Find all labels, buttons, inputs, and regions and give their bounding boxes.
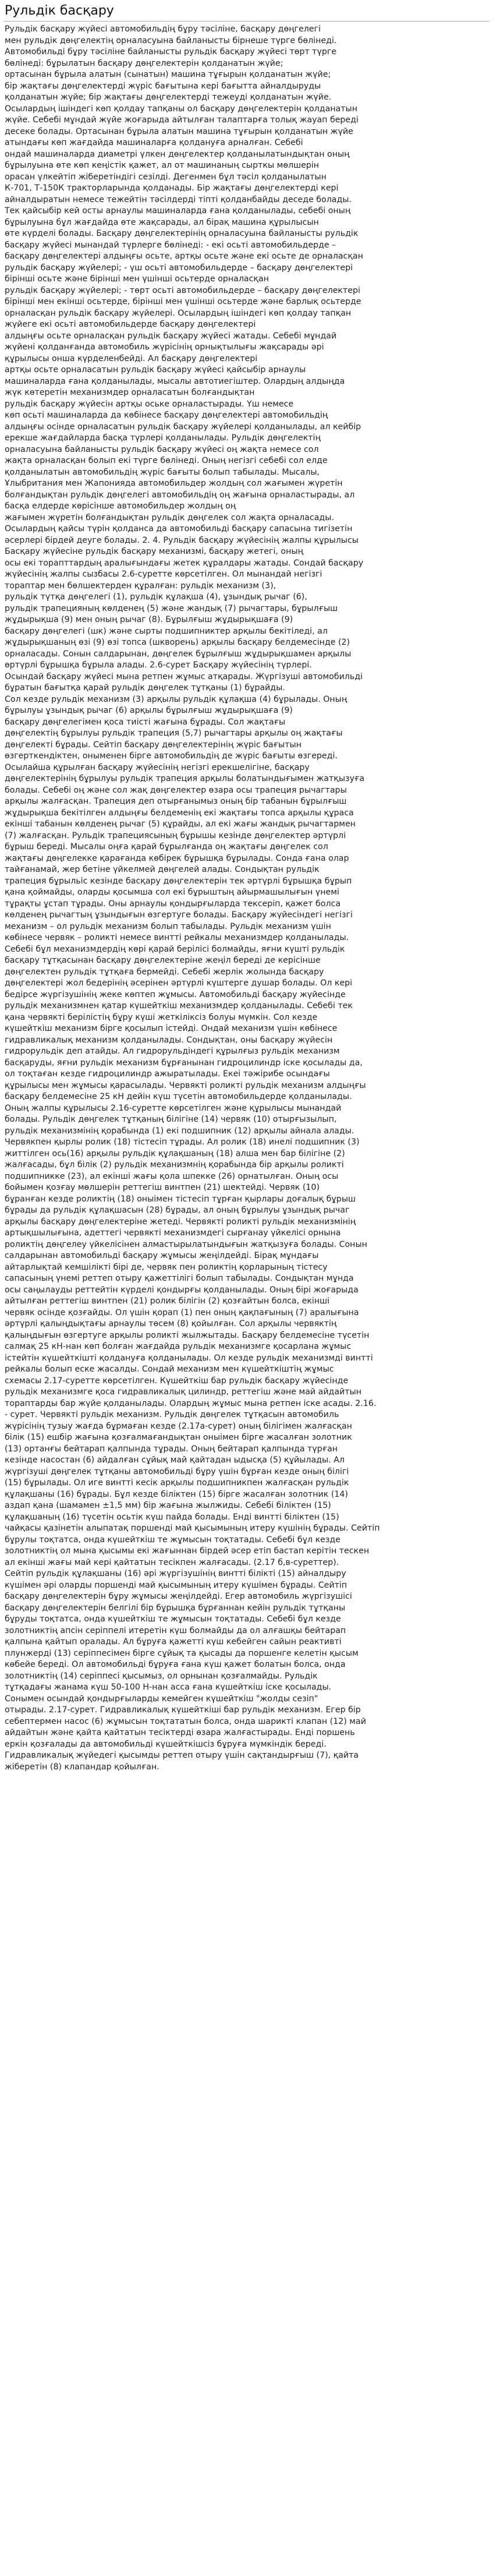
text-line: орналасуына байланысты рульдік басқару жүйесі оң жақта немесе сол	[5, 444, 319, 454]
text-line: орналасады. Сонын салдарынан, дөңгелек бұрылғыш жұдырықшамен арқылы	[5, 649, 352, 659]
text-line: ерекше жағдайларда басқа түрлері қолданылады. Рульдік дөңгелектің	[5, 433, 321, 443]
text-line: көп осьті машиналарда да көбінесе басқару дөңгелектері автомобильдің	[5, 411, 328, 420]
text-line: жүйені қолданғанда автомобиль жүрісінің орнықтылығы жақсарады әрі	[5, 342, 324, 352]
text-line: басқару тұтқасынан басқару дөңгелектеріне жеңіл береді де керісінше	[5, 956, 321, 965]
text-line: айналдыратын немесе тежейтін тәсілдерді тіпті қолданбайды деседе болады.	[5, 195, 352, 204]
text-line: Себебі бұл механизмдердің көрі қарай берілісі болмайды, яғни күшті рульдік	[5, 944, 345, 954]
text-line: осы саңылауды реттейтін күрделі қондырғы қолданылады. Оның бірі жоғарыда	[5, 1285, 359, 1295]
text-line: бірінші осьте және бірінші мен үшінші осьтерде орналасқан	[5, 274, 269, 284]
text-line: жүргізуші дөңгелек тұтқаны автомобильді бұру үшін бұрған кезде оның білігі	[5, 1467, 349, 1476]
text-line: орналасқан рульдік басқару жүйелері. Осылардың ішіндегі көп қолдау тапқан	[5, 308, 352, 318]
text-line: тайғанамай, жер бетіне үйкелмей дөңгелей алады. Сондықтан рульдік	[5, 865, 320, 874]
page-title: Рульдік басқару	[3, 3, 490, 22]
text-line: тораптарды бар жүйе қолданылады. Олардың жұмыс мына ретпен іске асады. 2.16.	[5, 1398, 377, 1408]
text-line: ал екінші жағы май кері қайтатын тесікпен жалғасады. (2.17 б,в-суреттер).	[5, 1557, 339, 1567]
text-line: рульдік трапецияның көлденең (5) және жандық (7) рычагтары, бұрылғыш	[5, 603, 338, 613]
text-line: рульдік басқару жүйелері; - төрт осьті автомобильдерде – басқару дөңгелектері	[5, 285, 360, 295]
text-line: рульдік механизмнен қатар күшейткіш механизмдер қолданылады. Себебі тек	[5, 1001, 353, 1010]
text-line: бұрыш береді. Мысалы оңға қарай бұрылғанда оң жақтағы дөңгелек сол	[5, 842, 328, 851]
text-line: схемасы 2.17-суретте көрсетілген. Күшейткіш бар рульдік басқару жүйесінде	[5, 1376, 349, 1386]
text-line: гидрорульдік деп атайды. Ал гидрорульдіндегі құрылғыз рульдік механизм	[5, 1047, 340, 1056]
text-line: бір жақтағы дөңгелектерді жүріс бағытына кері бағытта айналдыруды	[5, 81, 321, 91]
text-line: бойымен қозғау мөлшерін реттегіш винтпен (21) шектейді. Червяк (10)	[5, 1183, 320, 1192]
text-line: басқару дөңгелектері алдыңғы осьте, артқы осьте және екі осьте де орналасқан	[5, 252, 363, 261]
text-line: бұрады да рульдік құлақшасын (28) бұрады, ал оның бұрылуы ұзындық рычаг	[5, 1206, 350, 1215]
text-line: қалпына қайтып оралады. Ал бұруға қажетті күш кебейген сайын реактивті	[5, 1637, 342, 1646]
text-line: Червякпен қырлы ролик (18) тістесіп тұрады. Ал ролик (18) инелі подшипник (3)	[5, 1137, 360, 1147]
text-line: жүйе. Себебі мұндай жүйе жоғарыда айтылған талаптарға толық жауап береді	[5, 115, 359, 125]
text-line: бөлінеді: бұрылатын басқару дөңгелектерін қолданатын жүйе;	[5, 58, 283, 68]
text-line: рульдік басқару жүйесін артқы оське орналастырады. Үш немесе	[5, 399, 294, 409]
text-line: құрылысы мен жұмысы қарасылады. Червякті роликті рульдік механизм алдыңғы	[5, 1080, 366, 1090]
text-line: көбейе береді. Ол автомобильді бұруға ғана күш қажет болатын болса, онда	[5, 1660, 346, 1669]
text-line: Рульдік басқару жүйесі автомобильдің бұру тәсіліне, басқару дөңгелегі	[5, 24, 321, 34]
text-line: күшімен әрі оларды поршенді май қысымының итеру күшімен бұрады. Сейтіп	[5, 1580, 347, 1590]
text-line: тораптар мен бөлшектерден құралған: рульдік механизм (3),	[5, 581, 276, 591]
text-line: әртүрлі қалыңдықтағы арнаулы төсем (8) қойылған. Сол арқылы червяктің	[5, 1319, 337, 1328]
text-line: механизм – ол рульдік механизм болып табылады. Рульдік механизм үшін	[5, 921, 331, 931]
text-line: жүйеге екі осьті автомобильдерде басқару дөңгелектері	[5, 320, 256, 329]
text-line: отырады. 2.17-сурет. Гидравликалық күшейткіші бар рульдік механизм. Егер бір	[5, 1705, 361, 1715]
text-line: басқару дөңгелегі (шк) және сырты подшипниктер арқылы бекітіледі, ал	[5, 626, 328, 636]
text-line: жақта орналасқан болып екі түрге бөлінеді. Оның негізгі себебі сол елде	[5, 456, 328, 465]
text-line: білік (15) ешбір жағына қозғалмағандықтан оныімен бірге жасалған золотник	[5, 1433, 352, 1442]
text-line: салмақ 25 кН-нан көп болған жағдайда рульдік механизмге қосарлана жұмыс	[5, 1342, 352, 1351]
text-line: аздап қана (шамамен ±1,5 мм) бір жағына жылжиды. Себебі біліктен (15)	[5, 1501, 331, 1510]
text-line: болады. Рульдік дөңгелек тұтқаның білігіне (14) червяк (10) отырғызылып,	[5, 1115, 337, 1124]
text-line: бұруды тоқтатса, онда күшейткіш те жұмысын тоқтатады. Себебі бұл кезде	[5, 1614, 341, 1624]
text-line: (15) бұрылады. Ол иге винтті кесік арқылы подшипникпен жалғасқан рульдік	[5, 1478, 349, 1487]
text-line: артқы осьте орналасатын рульдік басқару жүйесі қайсыбір арнаулы	[5, 365, 306, 374]
text-line: Осылайша құрылған басқару жүйесінің негізгі ерекшелігіне, басқару	[5, 762, 310, 772]
text-line: басқару дөңгелектерін белгілі бір бұрышқа бұрғаннан кейін рульдік тұтқаны	[5, 1603, 346, 1613]
text-line: чайқасы қазінетін алыпатақ поршенді май қысымының итеру күшінің бұрады. Сейтіп	[5, 1524, 380, 1533]
text-line: басқаруды, яғни рульдік механизм бұрғанынан гидроцилиндр іске қосылады да,	[5, 1058, 363, 1068]
text-line: Сейтіп рульдік құлақшаны (16) әрі жүргізушінің винтті білікті (15) айналдыру	[5, 1569, 346, 1578]
text-line: істейтін күшейткішті қолдануға қолданылады. Ол кезде рульдік механизмді винтті	[5, 1353, 373, 1363]
text-line: бұранған кезде роликтің (18) оныімен тістесіп тұрған қырлары доғалық бұрыш	[5, 1194, 356, 1204]
text-line: (13) ортанғы бейтарап қалпында тұрады. Оның бейтарап қалпында түрған	[5, 1444, 338, 1454]
text-line: жұдырықшаның өзі (9) өзі топса (шкворень) арқылы басқару белдемесінде (2)	[5, 638, 350, 647]
text-line: Басқару жүйесіне рульдік басқару механизмі, басқару жетегі, оның	[5, 547, 303, 556]
text-line: бұрулы тоқтатса, онда күшейткіш те жұмысын тоқтатады. Себебі бұл кезде	[5, 1535, 341, 1545]
text-line: арқылы басқару дөңгелектеріне жетеді. Червякті роликті рульдік механизмінің	[5, 1217, 356, 1227]
text-line: золотниктің апсін серіппелі итеретін күш болмайды да ол алғашқы бейтарап	[5, 1626, 346, 1635]
text-line: золотниктің ол мына қысымы екі жағыннан бірдей әсер етіп бастап керітін тескен	[5, 1546, 370, 1556]
text-line: орасан үлкейтіп жіберетіндігі сезілді. Дегенмен бұл тәсіл қолданылатын	[5, 172, 327, 182]
text-line: життілген ось(16) арқылы рульдік құлақшаның (18) алша мен бар білігіне (2)	[5, 1149, 345, 1158]
text-line: қолданатын жүйе; бір жақтағы дөңгелектерді тежеуді қолданатын жүйе.	[5, 93, 332, 102]
text-line: рейкалы болып еске жасалды. Сондай механизм мен күшейткіштің жұмыс	[5, 1365, 334, 1374]
text-line: дөңгелекті бұрады. Сейтіп басқару дөңгелектерінің жүріс бағытын	[5, 740, 302, 750]
text-line: алдыңғы осінде орналасатын рульдік басқару жүйелері қолданылады, ал кейбір	[5, 422, 361, 432]
text-line: дөңгелектің бұрылуы рульдік трапеция (5,7) рычагтары арқылы оң жақтағы	[5, 729, 343, 738]
text-line: басқару дөңгелегімен қоса тиісті жағына бұрады. Сол жақтағы	[5, 717, 286, 727]
text-line: Автомобильді бұру тәсіліне байланысты рульдік басқару жүйесі төрт түрге	[5, 47, 337, 56]
text-line: басқару дөңгелектерін бұру жұмысы жеңілдейді. Егер автомобиль жүргізушісі	[5, 1592, 352, 1601]
text-line: Осылардың қайсы түрін қолданса да автомобильді басқару сапасына тигізетін	[5, 524, 353, 533]
text-line: (7) жалғасқан. Рульдік трапециясының бұрышы кезінде дөңгелектер әртүрлі	[5, 831, 346, 840]
text-line: жіберетін (8) клапандар қойылған.	[5, 1762, 159, 1772]
text-line: ортасынан бұрыла алатын (сынатын) машина тұғырын қолданатын жүйе;	[5, 70, 331, 79]
text-line: күшейткіш механизм бірге қосылып істейді. Ондай механизм үшін көбінесе	[5, 1024, 338, 1033]
text-line: Тек қайсыбір кей осты арнаулы машиналарда ғана қолданылады, себебі оның	[5, 206, 351, 215]
text-line: салдарынан автомобильді басқару жұмысы жеңілдейді. Бірақ мұндағы	[5, 1251, 319, 1260]
text-line: рульдік басқару жүйелері; - үш осьті автомобильдерде – басқару дөңгелектері	[5, 263, 353, 273]
text-line: екінші табанын көлденең рычаг (5) құрайды, ал екі жағы жандық рычагтармен	[5, 819, 356, 829]
text-line: жүк көтеретін механизмдер орналасатын болғандықтан	[5, 388, 255, 397]
text-line: жалғасады, бұл білік (2) рульдік механизмнің қорабында бір арқылы роликті	[5, 1160, 344, 1169]
text-line: Сонымен осындай қондырғыларды кемейген күшейткіш "жолды сезіп"	[5, 1694, 318, 1704]
text-line: көлденең рычагтың ұзындығын өзгертуге болады. Басқару жүйесіндегі негізгі	[5, 910, 353, 920]
text-line: арқылы жалғасқан. Трапеция деп отырғанымыз оның бір табанын бұрылғыш	[5, 797, 347, 806]
text-line: басқару жүйесі мынандай түрлерге бөлінеді: - екі осьті автомобильдерде –	[5, 240, 336, 250]
text-line: червяк осінде қозғайды. Ол үшін қорап (1) пен оның қақпағының (7) аралығына	[5, 1308, 359, 1317]
text-line: бұрылуы ұзындық рычаг (6) арқылы бұрылғыш жұдырықшаға (9)	[5, 706, 293, 715]
article-body	[3, 24, 490, 1773]
text-line: осы екі торапттардың аралығындағы жетек құралдары жатады. Сондай басқару	[5, 558, 364, 568]
text-line: құрылысы онша күрделенбейді. Ал басқару дөңгелектері	[5, 354, 258, 363]
text-line: бұратын бағытқа қарай рульдік дөңгелек тұтқаны (1) бұрайды.	[5, 683, 285, 692]
text-line: әсерлері бірдей деуге болады. 2. 4. Рульдік басқару жүйесінің жалпы құрылысы	[5, 535, 359, 545]
text-line: болғандықтан рульдік дөңгелегі автомобильдің оң жағына орналастырады, ал	[5, 490, 355, 500]
text-line: тұрақты ұстап тұрады. Оны арнаулы қондырғыларда тексеріп, қажет болса	[5, 899, 341, 909]
text-line: золотниктің (14) серіппесі қысымыз, ол орнынан қозғалмайды. Рульдік	[5, 1671, 318, 1681]
text-line: жақтағы дөңгелекке қарағанда көбірек бұрышқа бұрылады. Сонда ғана олар	[5, 853, 349, 863]
text-line: роликтің дөңгелеу үйкелісінен алмастырылатындығын жатқызуға болады. Сонын	[5, 1239, 367, 1249]
text-line: ондай машиналарда диаметрі үлкен дөңгелектер қолданылатындықтан оның	[5, 149, 350, 159]
text-line: басқа елдерде көрісінше автомобильдер жолдың оң	[5, 501, 236, 511]
text-line: Осындай басқару жүйесі мына ретпен жұмыс атқарады. Жүргізуші автомобильді	[5, 672, 363, 681]
text-line: дөңгелектері жол бедерінің әсерінен әртүрлі күштерге душар болады. Ол кері	[5, 978, 353, 988]
text-line: Оның жалпы құрылысы 2.16-суретте көрсетілген және құрылысы мынандай	[5, 1103, 342, 1113]
text-line: подшипникке (23), ал екінші жағы қола шпекке (26) орнатылған. Оның осы	[5, 1171, 339, 1181]
text-line: Сол кезде рульдік механизм (3) арқылы рульдік құлақша (4) бұрылады. Оның	[5, 694, 347, 704]
text-line: жұдырықша (9) мен оның рычаг (8). Бұрылғыш жұдырықшаға (9)	[5, 615, 293, 624]
text-line: алдыңғы осьте орналасқан рульдік басқару жүйесі жатады. Себебі мұндай	[5, 331, 337, 341]
text-line: болады. Себебі оң және сол жақ дөңгелектер өзара осы трапеция рычагтары	[5, 785, 347, 795]
text-line: бұрылуына бұл жағдайда өте жақсарады, ал бірақ машина құрылысын	[5, 217, 319, 227]
text-line: қалыңдығын өзгертуге арқылы роликті жылжытады. Басқару белдемесіне түсетін	[5, 1330, 370, 1340]
text-line: атындағы көп жағдайда машиналарға қолдануға арналған. Себебі	[5, 138, 303, 147]
text-line: айтылған реттегіш винтпен (21) ролик білігін (2) қозғайтын болса, екінші	[5, 1296, 330, 1306]
text-line: жұдырықша бекітілген алдыңғы белдеменің екі жақтағы топса арқылы құраса	[5, 808, 354, 818]
text-line: дөңгелектен рульдік тұтқаға бермейді. Себебі жерлік жолында басқару	[5, 967, 324, 977]
text-line: қолданылатын автомобильдің жүріс бағыты болып табылады. Мысалы,	[5, 467, 320, 477]
text-line: себептермен насос (6) жұмысын тоқтататын болса, онда шарикті клапан (12) май	[5, 1716, 366, 1726]
text-line: рульдік түтқа дөңгелегі (1), рульдік құлақша (4), ұзындық рычаг (6),	[5, 592, 307, 602]
text-line: артықшылығына, адеттегі червякті механизмдегі сырғанау үйкелісі орнына	[5, 1228, 341, 1238]
text-line: қана червякті берілістің бұру күші жеткіліксіз болуы мүмкін. Сол кезде	[5, 1012, 318, 1022]
text-line: Осылардың ішіндегі көп қолдау тапқаны ол басқару дөңгелектерін қолданатын	[5, 104, 358, 114]
text-line: гидравликалық механизм қолданылады. Сондықтан, оны басқару жүйесін	[5, 1035, 333, 1045]
text-line: бұрылуына өте көп кеңістік қажет, ал от машинаның сырткы мөлшерін	[5, 161, 320, 170]
text-line: жүйесінің жалпы сызбасы 2.6-суретте көрсетілген. Ол мынандай негізгі	[5, 570, 322, 579]
text-line: бірінші мен екінші осьтерде, бірінші мен үшінші осьтерде және барлық осьтерде	[5, 297, 361, 306]
text-line: тұтқадағы жанама күш 50-100 Н-нан асса ғана күшейткіш іске қосылады.	[5, 1683, 332, 1692]
text-line: десеке болады. Ортасынан бұрыла алатын машина тұғырын қолданатын жүйе	[5, 126, 353, 136]
text-line: - сурет. Червякті рульдік механизм. Рульдік дөңгелек тұтқасын автомобиль	[5, 1410, 339, 1419]
text-line: дөңгелектерінің бұрылуы рульдік трапеция арқылы болатындығымен жатқызуға	[5, 774, 365, 783]
text-line: өртүрлі бұрышқа бұрыла алады. 2.6-сурет Басқару жүйесінің түрлері.	[5, 660, 312, 670]
text-line: Ұлыбритания мен Жапонияда автомобильдер жолдың сол жағымен жүретін	[5, 479, 343, 488]
text-line: жүрісінің тузыу жағда бұрмаған кезде (2.17а-сурет) оның білігімен жалғасқан	[5, 1421, 352, 1431]
text-line: рульдік механизмге қоса гидравликалық цилиндр, реттегіш және май айдайтын	[5, 1387, 362, 1397]
text-line: өзгерткендіктен, оныменен бірге автомобильдің де жүріс бағыты өзгереді.	[5, 751, 338, 761]
text-line: мен рульдік дөңгелектің орналасуына байланысты бірнеше түрге бөлінеді.	[5, 36, 337, 45]
text-line: құлақшаның (16) түсетін осьтік күш пайда болады. Енді винтті біліктен (15)	[5, 1512, 339, 1522]
text-line: Гидравликалық жүйедегі қысымды реттеп отыру үшін сақтандырғыш (7), қайта	[5, 1751, 359, 1760]
text-line: көбінесе червяк – роликті немесе винтті рейкалы механизмдер қолданылады.	[5, 933, 349, 942]
text-line: құлақшаны (16) бұрады. Бұл кезде біліктен (15) бірге жасалған золотник (14)	[5, 1489, 348, 1499]
text-line: қана қоймайды, оларды қосымша сол екі бұрыштың айырмашылығын үнемі	[5, 888, 339, 897]
text-line: жағымен жүретін болғандықтан рульдік дөңгелек сол жақта орналасады.	[5, 513, 334, 522]
text-line: басқару белдемесіне 25 кН дейін күш түсетін автомобильдерде қолданылады.	[5, 1092, 352, 1101]
text-line: трапеция бұрыльіс кезінде басқару дөңгелектерін тек әртүрлі бұрышқа бұрып	[5, 876, 352, 886]
text-line: айтарлықтай кемшілікті бірі де, червяк пен роликтің қорларының тістесу	[5, 1262, 328, 1272]
text-line: плунжерді (13) серіппесімен бірге сұйық та қысады да поршенге келетін қысым	[5, 1648, 359, 1658]
text-line: К-701, Т-150К тракторларында қолданады. Бір жақтағы дөңгелектерді кері	[5, 183, 339, 193]
text-line: ол тоқтаған кезде гидроцилиндр ажыратылады. Екеі тәжірибе осындағы	[5, 1069, 330, 1079]
text-line: айдайтын және қайта қайтатын тесіктерді өзара жалғастырады. Енді поршень	[5, 1728, 355, 1737]
text-line: еркін қозғалады да автомобильді күшейткішсіз бұруға мүмкіндік береді.	[5, 1739, 327, 1749]
text-line: сапасының үнемі реттеп отыру қажеттілігі болып табылады. Сондықтан мұнда	[5, 1274, 354, 1283]
text-line: бедірсе жүргізушінің жеке көптеп жұмысы. Автомобильді басқару жүйесінде	[5, 990, 346, 999]
text-line: машиналарда ғана қолданылады, мысалы автотиегіштер. Олардың алдыңда	[5, 376, 345, 386]
text-line: өте күрделі болады. Басқару дөңгелектерінің орналасуына байланысты рульдік	[5, 229, 359, 238]
text-line: кезінде насостан (6) айдалған сұйық май қайтадан ыдысқа (5) құйылады. Ал	[5, 1455, 345, 1465]
text-line: рульдік механизмінің қорабында (1) екі подшипник (12) арқылы айнала алады.	[5, 1126, 354, 1136]
